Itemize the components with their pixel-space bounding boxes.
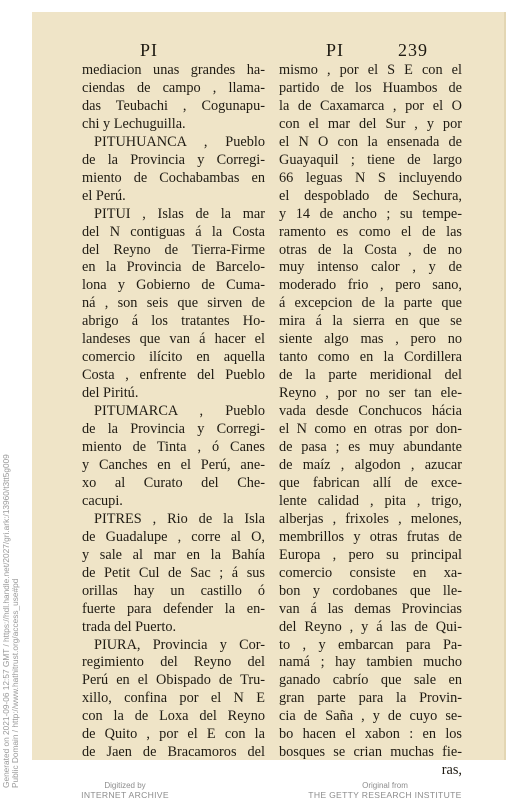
text-line: PITUMARCA , Pueblo	[94, 403, 265, 420]
text-line: cia de Saña , y de cuyo se-	[279, 708, 462, 725]
text-line: van á las demas Provincias	[279, 600, 462, 617]
text-line: ramento es como el de las	[279, 223, 462, 240]
text-line: del N contiguas á la Costa	[82, 223, 265, 240]
text-line: PITUI , Islas de la mar	[94, 205, 265, 222]
generated-notice: Generated on 2021-09-06 12:57 GMT / https://hdl.handle.net/2027/gri.ark:/13960/t3tt5g009	[1, 454, 11, 788]
text-line: de Jaen de Bracamoros del	[82, 744, 265, 761]
text-line: ná , son seis que sirven de	[82, 295, 265, 312]
text-line: abrigo á los tratantes Ho-	[82, 313, 265, 330]
text-line: y Canches en el Perú, ane-	[82, 456, 265, 473]
text-line: Europa , pero su principal	[279, 546, 462, 563]
text-line: Guayaquil ; tiene de largo	[279, 151, 462, 168]
text-line: el Perú.	[82, 187, 126, 204]
text-line: chi y Lechuguilla.	[82, 115, 186, 132]
text-line: gran parte para la Provin-	[279, 690, 462, 707]
text-line: y 14 de ancho ; su tempe-	[279, 205, 462, 222]
text-line: bon y cordobanes que lle-	[279, 582, 462, 599]
text-line: Perú en el Obispado de Tru-	[82, 672, 265, 689]
digitizer-credit	[60, 781, 190, 800]
text-line: con la de Loxa del Reyno	[82, 708, 265, 725]
left-text-column	[82, 62, 265, 762]
text-line: la de Caxamarca , por el O	[279, 97, 462, 114]
text-line: das Teubachi , Cogunapu-	[82, 97, 265, 114]
text-line: regimiento del Reyno del	[82, 654, 265, 671]
text-line: el despoblado de Sechura,	[279, 187, 462, 204]
text-line: de Petit Cul de Sac ; á sus	[82, 564, 265, 581]
text-line: ras,	[441, 762, 462, 779]
text-line: de pasa ; es muy abundante	[279, 439, 462, 456]
text-line: lente calidad , pita , trigo,	[279, 492, 462, 509]
text-line: miento de Tinta , ó Canes	[82, 439, 265, 456]
text-line: 66 leguas N S incluyendo	[279, 169, 462, 186]
text-line: el N como en otras por don-	[279, 421, 462, 438]
text-line: con el mar del Sur , y por	[279, 115, 462, 132]
text-line: tanto como en la Cordillera	[279, 349, 462, 366]
text-line: Reyno , por no ser tan ele-	[279, 385, 462, 402]
text-line: otras de la Costa , de no	[279, 241, 462, 258]
text-line: el N O con la ensenada de	[279, 133, 462, 150]
text-line: mismo , por el S E con el	[279, 62, 462, 78]
text-line: muy intenso calor , y de	[279, 259, 462, 276]
left-running-head: PI	[140, 40, 159, 60]
watermark-sidebar	[1, 318, 20, 788]
text-line: de la Provincia y Corregi-	[82, 151, 265, 168]
page-number: 239	[398, 40, 428, 60]
text-line: Costa , enfrente del Pueblo	[82, 367, 265, 384]
text-line: del Piritú.	[82, 385, 139, 402]
text-line: mediacion unas grandes ha-	[82, 62, 265, 78]
text-line: en la Provincia de Barcelo-	[82, 259, 265, 276]
text-line: trada del Puerto.	[82, 618, 177, 635]
text-line: orillas hay un castillo ó	[82, 582, 265, 599]
digitized-by-label: Digitized by	[104, 781, 146, 790]
text-line: de la Provincia y Corregi-	[82, 421, 265, 438]
text-line: alberjas , frixoles , melones,	[279, 510, 462, 527]
original-source-credit	[285, 781, 485, 800]
text-line: ciendas de campo , llama-	[82, 79, 265, 96]
text-line: ganado cabrío que sale en	[279, 672, 462, 689]
text-line: xillo, confina por el N E	[82, 690, 265, 707]
text-line: fuerte para defender la en-	[82, 600, 265, 617]
text-line: partido de los Huambos de	[279, 79, 462, 96]
text-line: bosques se crian muchas fie-	[279, 744, 462, 761]
text-line: siente algo mas , pero no	[279, 331, 462, 348]
internet-archive-label: INTERNET ARCHIVE	[81, 790, 169, 800]
text-line: cacupi.	[82, 492, 123, 509]
text-line: membrillos y otras frutas de	[279, 528, 462, 545]
text-line: comercio consiste en xa-	[279, 564, 462, 581]
public-domain-notice: Public Domain / http://www.hathitrust.org/access_use#pd	[10, 578, 20, 788]
text-line: de Quito , por el E con la	[82, 726, 265, 743]
text-line: á excepcion de la parte que	[279, 295, 462, 312]
right-running-head: PI	[326, 40, 345, 60]
text-line: to , y embarcan para Pa-	[279, 636, 462, 653]
text-line: PITRES , Rio de la Isla	[94, 510, 265, 527]
text-line: mira á la sierra en que se	[279, 313, 462, 330]
text-line: moderado frio , pero sano,	[279, 277, 462, 294]
text-line: PIURA, Provincia y Cor-	[94, 636, 265, 653]
text-line: landeses que van á hacer el	[82, 331, 265, 348]
text-line: comercio ilícito en aquella	[82, 349, 265, 366]
right-text-column	[279, 62, 462, 780]
original-from-label: Original from	[362, 781, 408, 790]
text-line: de Guadalupe , corre al O,	[82, 528, 265, 545]
text-line: lona y Gobierno de Cuma-	[82, 277, 265, 294]
text-line: xo al Curato del Che-	[82, 474, 265, 491]
text-line: namá ; hay tambien mucho	[279, 654, 462, 671]
text-line: del Reyno de Tierra-Firme	[82, 241, 265, 258]
text-line: PITUHUANCA , Pueblo	[94, 133, 265, 150]
text-line: del Reyno , y á las de Qui-	[279, 618, 462, 635]
text-line: de la parte meridional del	[279, 367, 462, 384]
text-line: de maíz , algodon , azucar	[279, 456, 462, 473]
text-line: miento de Cochabambas en	[82, 169, 265, 186]
text-line: y sale al mar en la Bahía	[82, 546, 265, 563]
text-line: que fabrican allí de exce-	[279, 474, 462, 491]
text-line: bo hacen el xabon : en los	[279, 726, 462, 743]
text-line: vada desde Conchucos hácia	[279, 403, 462, 420]
getty-institute-label: THE GETTY RESEARCH INSTITUTE	[308, 790, 462, 800]
